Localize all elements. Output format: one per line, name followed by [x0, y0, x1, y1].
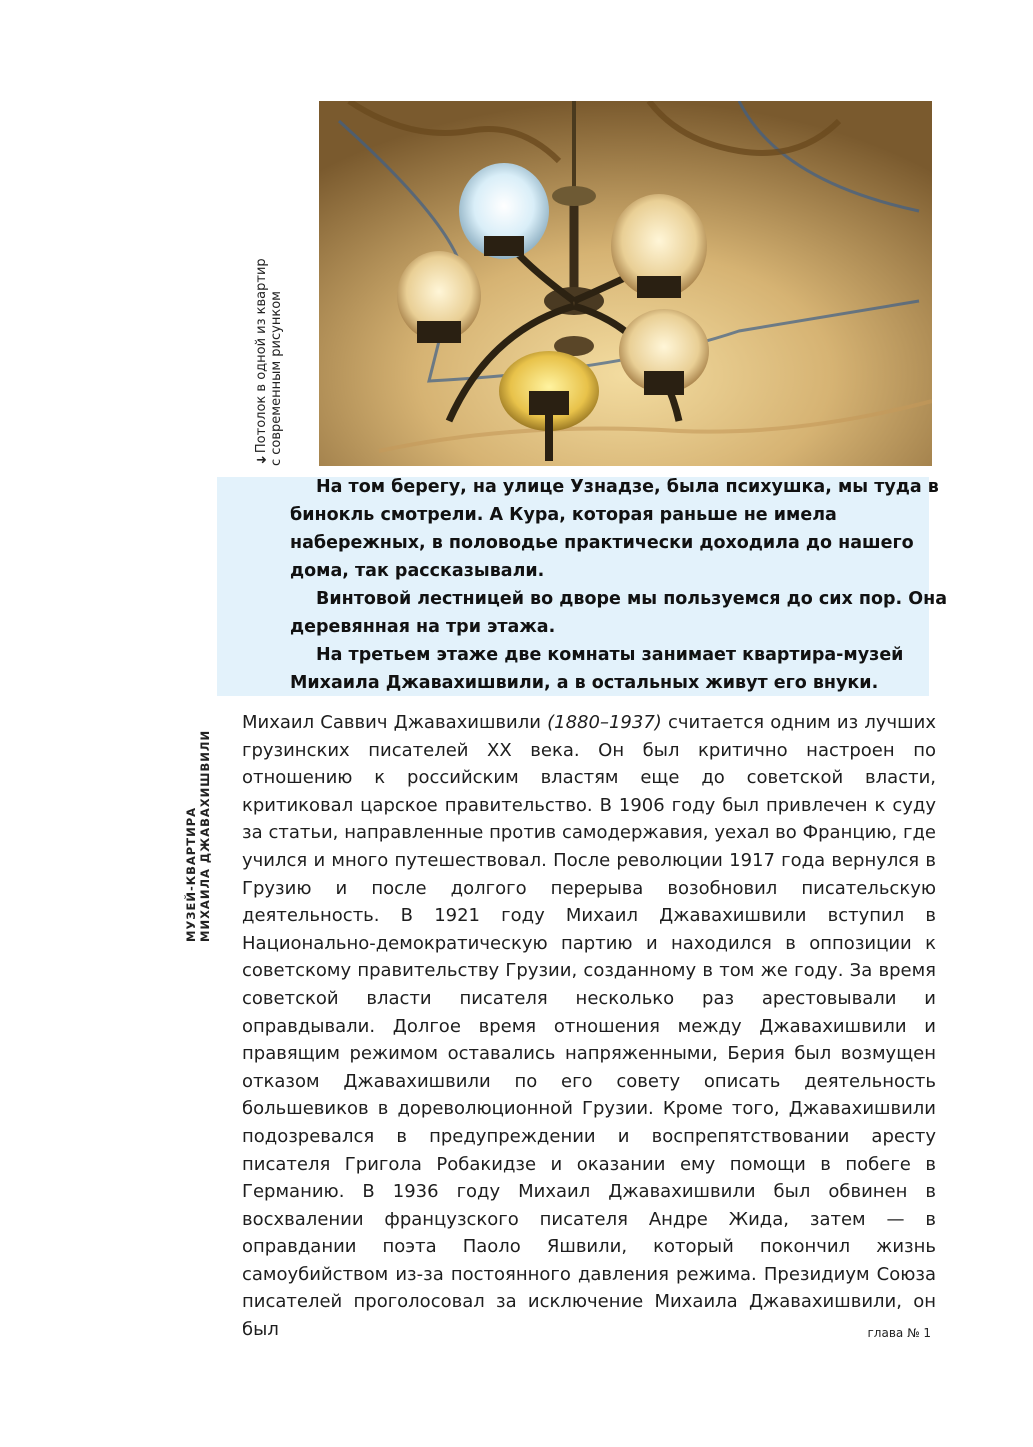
- chandelier-photo: [319, 101, 932, 466]
- quote-paragraph-1: На том берегу, на улице Узнадзе, была психушка, мы туда в бинокль смотрели. А Кура, которая раньше не имела набережных, в половодье практически доходила до нашего дома, так рассказывали.: [290, 477, 939, 581]
- body-years: (1880–1937): [547, 712, 662, 733]
- body-paragraph: [242, 709, 936, 1344]
- body-text: считается одним из лучших грузинских писателей XX века. Он был критично настроен по отношению к российским властям еще до советской власти, критиковал царское правительство. В 1906 году был привлечен к суду за статьи, направленные против самодержавия, уехал во Францию, где учился и много путешествовал. После революции 1917 года вернулся в Грузию и после долгого перерыва возобновил писательскую деятельность. В 1921 году Михаил Джавахишвили вступил в Национально-демократическую партию и находился в оппозиции к советскому правительству Грузии, созданному в том же году. За время советской власти писателя несколько раз арестовывали и оправдывали. Долгое время отношения между Джавахишвили и правящим режимом оставались напряженными, Берия был возмущен отказом Джавахишвили по его совету описать деятельность большевиков в дореволюционной Грузии. Кроме того, Джавахишвили подозревался в предупреждении и воспрепятствовании аресту писателя Григола Робакидзе и оказании ему помощи в побеге в Германию. В 1936 году Михаил Джавахишвили был обвинен в восхвалении французского писателя Андре Жида, затем — в оправдании поэта Паоло Яшвили, который покончил жизнь самоубийством из-за постоянного давления режима. Президиум Союза писателей проголосовал за исключение Михаила Джавахишвили, он был: [242, 712, 936, 1341]
- section-side-label: [184, 702, 212, 942]
- caption-line-2: с современным рисунком: [269, 291, 284, 466]
- article-body: [242, 709, 936, 1344]
- arrow-icon: ➜: [256, 453, 267, 469]
- quote-paragraph-3: На третьем этаже две комнаты занимает квартира-музей Михаила Джавахишвили, а в остальных живут его внуки.: [290, 645, 904, 693]
- side-label-line-1: МУЗЕЙ-КВАРТИРА: [184, 806, 198, 942]
- photo-caption: [254, 246, 284, 469]
- caption-line-1: Потолок в одной из квартир: [254, 258, 269, 454]
- quote-paragraph-2: Винтовой лестницей во дворе мы пользуемся до сих пор. Она деревянная на три этажа.: [290, 589, 948, 637]
- side-label-line-2: МИХАИЛА ДЖАВАХИШВИЛИ: [198, 729, 212, 942]
- page-footer: глава № 1: [867, 1326, 931, 1340]
- body-lead: Михаил Саввич Джавахишвили: [242, 712, 548, 733]
- pull-quote: [290, 473, 950, 697]
